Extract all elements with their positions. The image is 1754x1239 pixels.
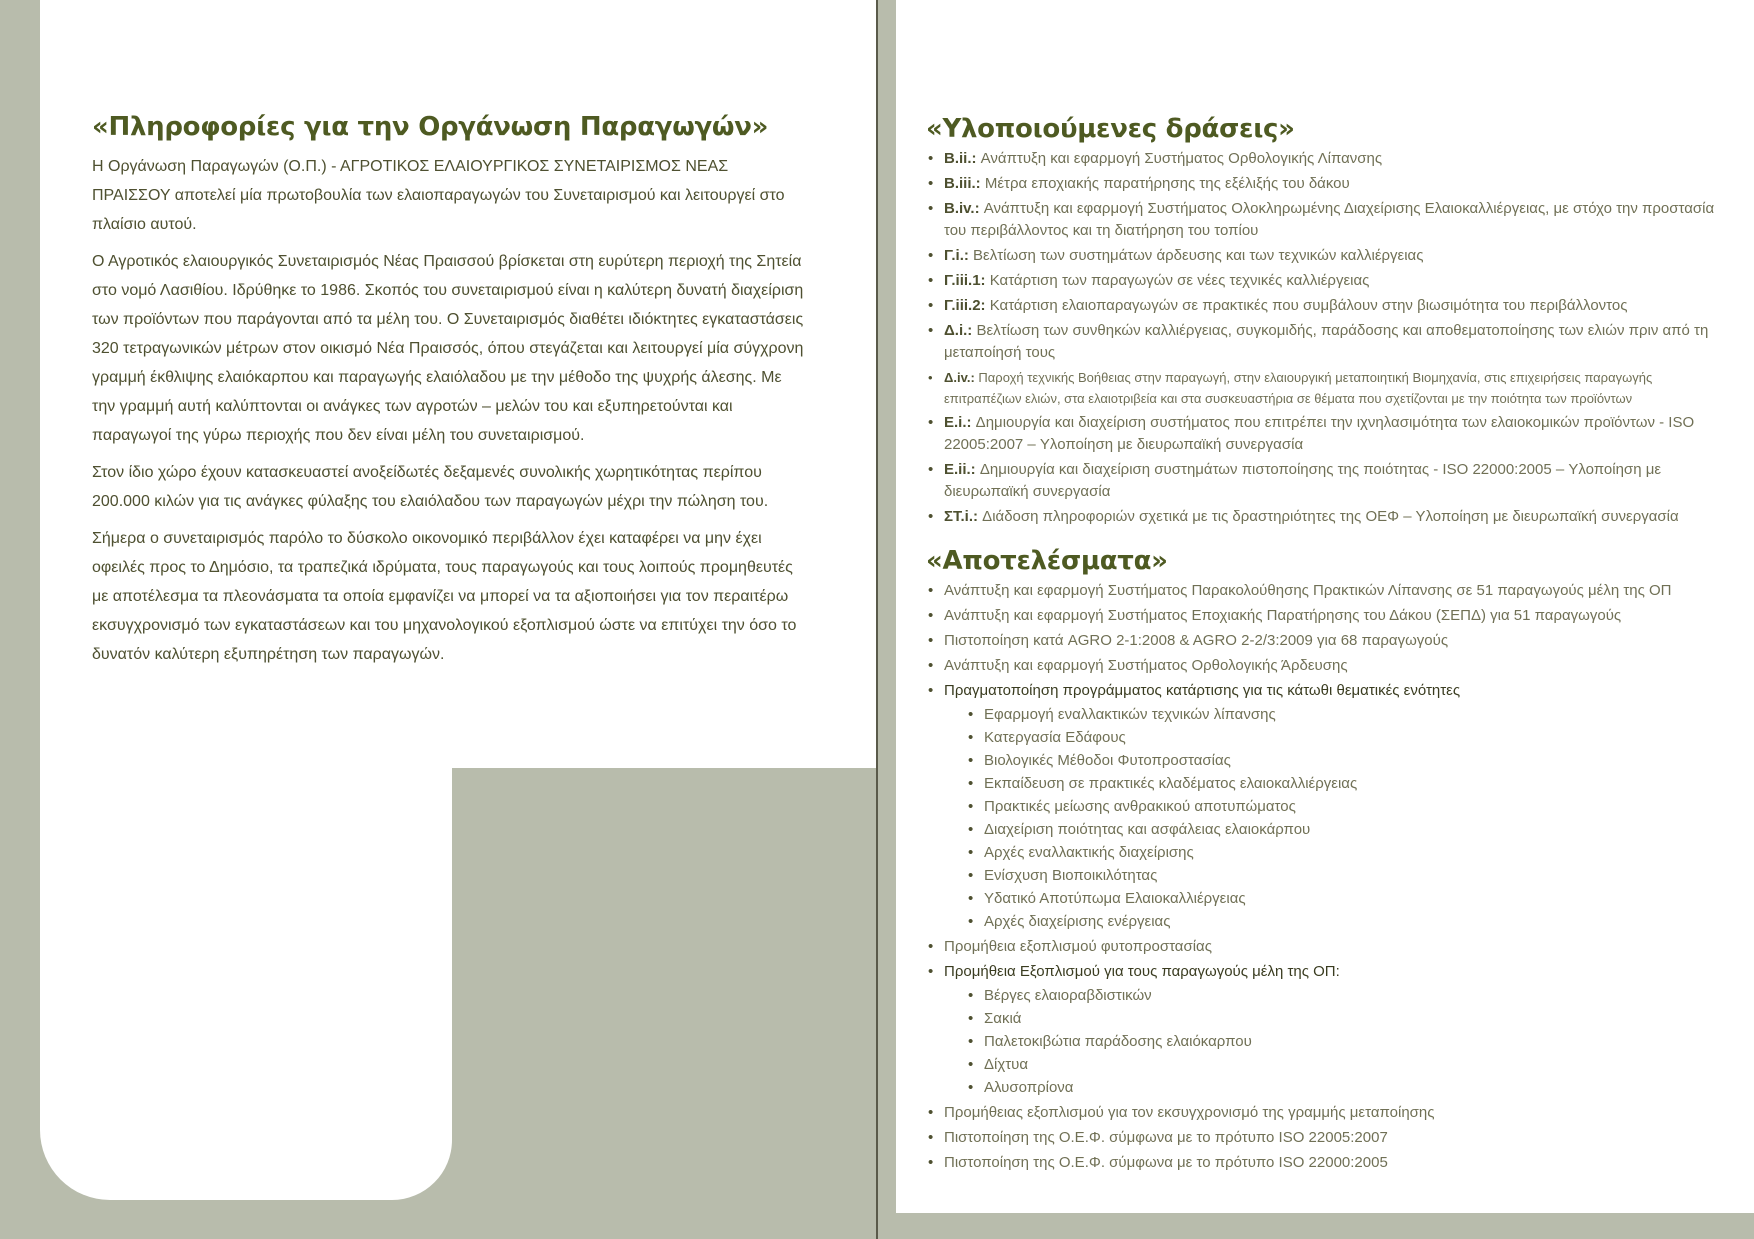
training-topics-list xyxy=(944,704,1716,933)
result-item-equipment: • Προμήθεια Εξοπλισμού για τους παραγωγούς μέλη της ΟΠ: • Βέργες ελαιοραβδιστικών • Σακιά • Παλετοκιβώτια παράδοσης ελαιόκαρπου • Δίχτυα • Αλυσοπρίονα xyxy=(926,961,1716,1099)
equipment-item: • Βέργες ελαιοραβδιστικών xyxy=(966,985,1716,1007)
results-title: «Αποτελέσματα» xyxy=(926,546,1168,576)
action-item: • Ε.ii.: Δημιουργία και διαχείριση συστημάτων πιστοποίησης της ποιότητας - ISO 22000:2005 – Υλοποίηση με διευρωπαϊκή συνεργασία xyxy=(926,459,1716,503)
result-item: • Πιστοποίηση κατά AGRO 2-1:2008 & AGRO 2-2/3:2009 για 68 παραγωγούς xyxy=(926,630,1716,652)
right-content xyxy=(926,114,1716,1177)
left-content xyxy=(92,112,804,677)
action-item: • ΣΤ.i.: Διάδοση πληροφοριών σχετικά με τις δραστηριότητες της ΟΕΦ – Υλοποίηση με διευρωπαϊκή συνεργασία xyxy=(926,506,1716,528)
action-item: • Γ.i.: Βελτίωση των συστημάτων άρδευσης και των τεχνικών καλλιέργειας xyxy=(926,245,1716,267)
result-item-training: • Πραγματοποίηση προγράμματος κατάρτισης για τις κάτωθι θεματικές ενότητες • Εφαρμογή εναλλακτικών τεχνικών λίπανσης • Κατεργασία Εδάφους • Βιολογικές Μέθοδοι Φυτοπροστασίας • Εκπαίδευση σε πρακτικές κλαδέματος ελαιοκαλλιέργειας • Πρακτικές μείωσης ανθρακικού αποτυπώματος • Διαχείριση ποιότητας και ασφάλειας ελαιοκάρπου • Αρχές εναλλακτικής διαχείρισης • Ενίσχυση Βιοποικιλότητας • Υδατικό Αποτύπωμα Ελαιοκαλλιέργειας • Αρχές διαχείρισης ενέργειας xyxy=(926,680,1716,933)
training-topic: • Διαχείριση ποιότητας και ασφάλειας ελαιοκάρπου xyxy=(966,819,1716,841)
training-topic: • Πρακτικές μείωσης ανθρακικού αποτυπώματος xyxy=(966,796,1716,818)
info-paragraph-3: Στον ίδιο χώρο έχουν κατασκευαστεί ανοξείδωτές δεξαμενές συνολικής χωρητικότητας περίπου 200.000 κιλών για τις ανάγκες φύλαξης του ελαιόλαδου των παραγωγών μέχρι την πώληση του. xyxy=(92,464,769,510)
info-paragraph-1: Η Οργάνωση Παραγωγών (Ο.Π.) - ΑΓΡΟΤΙΚΟΣ ΕΛΑΙΟΥΡΓΙΚΟΣ ΣΥΝΕΤΑΙΡΙΣΜΟΣ ΝΕΑΣ ΠΡΑΙΣΣΟΥ αποτελεί μία πρωτοβουλία των ελαιοπαραγωγών του Συνεταιρισμού και λειτουργεί στο πλαίσιο αυτού. xyxy=(92,158,785,233)
action-item: • Δ.iv.: Παροχή τεχνικής Βοήθειας στην παραγωγή, στην ελαιουργική μεταποιητική Βιομηχανία, στις επιχειρήσεις παραγωγής επιτραπέζιων ελιών, στα ελαιοτριβεία και στα συσκευαστήρια σε θέματα που σχετίζονται με την ποιότητα των προϊόντων xyxy=(926,367,1716,409)
training-topic: • Υδατικό Αποτύπωμα Ελαιοκαλλιέργειας xyxy=(966,888,1716,910)
training-topic: • Εκπαίδευση σε πρακτικές κλαδέματος ελαιοκαλλιέργειας xyxy=(966,773,1716,795)
action-item: • Δ.i.: Βελτίωση των συνθηκών καλλιέργειας, συγκομιδής, παράδοσης και αποθεματοποίησης των ελιών πριν από τη μεταποίησή τους xyxy=(926,320,1716,364)
actions-list xyxy=(926,148,1716,528)
training-topic: • Βιολογικές Μέθοδοι Φυτοπροστασίας xyxy=(966,750,1716,772)
result-item: • Ανάπτυξη και εφαρμογή Συστήματος Εποχιακής Παρατήρησης του Δάκου (ΣΕΠΔ) για 51 παραγωγούς xyxy=(926,605,1716,627)
training-topic: • Αρχές διαχείρισης ενέργειας xyxy=(966,911,1716,933)
action-item: • Β.ii.: Ανάπτυξη και εφαρμογή Συστήματος Ορθολογικής Λίπανσης xyxy=(926,148,1716,170)
training-topic: • Ενίσχυση Βιοποικιλότητας xyxy=(966,865,1716,887)
action-item: • Ε.i.: Δημιουργία και διαχείριση συστήματος που επιτρέπει την ιχνηλασιμότητα των ελαιοκομικών προϊόντων - ISO 22005:2007 – Υλοποίηση με διευρωπαϊκή συνεργασία xyxy=(926,412,1716,456)
equipment-list xyxy=(944,985,1716,1099)
result-item: • Πιστοποίηση της Ο.Ε.Φ. σύμφωνα με το πρότυπο ISO 22000:2005 xyxy=(926,1152,1716,1174)
info-paragraph-2: Ο Αγροτικός ελαιουργικός Συνεταιρισμός Νέας Πραισσού βρίσκεται στη ευρύτερη περιοχή της Σητεία στο νομό Λασιθίου. Ιδρύθηκε το 1986. Σκοπός του συνεταιρισμού είναι η καλύτερη δυνατή διαχείριση των προϊόντων που παράγονται από τα μέλη του. Ο Συνεταιρισμός διαθέτει ιδιόκτητες εγκαταστάσεις 320 τετραγωνικών μέτρων στον οικισμό Νέα Πραισσός, όπου στεγάζεται και λειτουργεί μία σύγχρονη γραμμή έκθλιψης ελαιόκαρπου και παραγωγής ελαιόλαδου με την μέθοδο της ψυχρής άλεσης. Με την γραμμή αυτή καλύπτονται οι ανάγκες των αγροτών – μελών του και εξυπηρετούνται και παραγωγοί της γύρω περιοχής που δεν είναι μέλη του συνεταιρισμού. xyxy=(92,253,804,444)
info-title: «Πληροφορίες για την Οργάνωση Παραγωγών» xyxy=(92,112,769,142)
page-fold-divider xyxy=(876,0,878,1239)
info-paragraph-4: Σήμερα ο συνεταιρισμός παρόλο το δύσκολο οικονομικό περιβάλλον έχει καταφέρει να μην έχει οφειλές προς το Δημόσιο, τα τραπεζικά ιδρύματα, τους παραγωγούς και τους λοιπούς προμηθευτές με αποτέλεσμα τα πλεονάσματα τα οποία εμφανίζει να μπορεί να τα αξιοποιήσει για τον περαιτέρω εκσυγχρονισμό των εγκαταστάσεων και του μηχανολογικού εξοπλισμού ώστε να επιτύχει την όσο το δυνατόν καλύτερη εξυπηρέτηση των παραγωγών. xyxy=(92,530,797,663)
equipment-item: • Αλυσοπρίονα xyxy=(966,1077,1716,1099)
training-topic: • Αρχές εναλλακτικής διαχείρισης xyxy=(966,842,1716,864)
action-item: • Β.iii.: Μέτρα εποχιακής παρατήρησης της εξέλιξής του δάκου xyxy=(926,173,1716,195)
action-item: • Β.iv.: Ανάπτυξη και εφαρμογή Συστήματος Ολοκληρωμένης Διαχείρισης Ελαιοκαλλιέργειας, με στόχο την προστασία του περιβάλλοντος και τη διατήρηση του τοπίου xyxy=(926,198,1716,242)
result-item: • Προμήθειας εξοπλισμού για τον εκσυγχρονισμό της γραμμής μεταποίησης xyxy=(926,1102,1716,1124)
result-item: • Ανάπτυξη και εφαρμογή Συστήματος Παρακολούθησης Πρακτικών Λίπανσης σε 51 παραγωγούς μέλη της ΟΠ xyxy=(926,580,1716,602)
equipment-item: • Σακιά xyxy=(966,1008,1716,1030)
result-item: • Πιστοποίηση της Ο.Ε.Φ. σύμφωνα με το πρότυπο ISO 22005:2007 xyxy=(926,1127,1716,1149)
result-item: • Ανάπτυξη και εφαρμογή Συστήματος Ορθολογικής Άρδευσης xyxy=(926,655,1716,677)
training-topic: • Εφαρμογή εναλλακτικών τεχνικών λίπανσης xyxy=(966,704,1716,726)
action-item: • Γ.iii.1: Κατάρτιση των παραγωγών σε νέες τεχνικές καλλιέργειας xyxy=(926,270,1716,292)
equipment-item: • Παλετοκιβώτια παράδοσης ελαιόκαρπου xyxy=(966,1031,1716,1053)
result-item: • Προμήθεια εξοπλισμού φυτοπροστασίας xyxy=(926,936,1716,958)
training-topic: • Κατεργασία Εδάφους xyxy=(966,727,1716,749)
results-list xyxy=(926,580,1716,1174)
equipment-item: • Δίχτυα xyxy=(966,1054,1716,1076)
actions-title: «Υλοποιούμενες δράσεις» xyxy=(926,114,1295,144)
action-item: • Γ.iii.2: Κατάρτιση ελαιοπαραγωγών σε πρακτικές που συμβάλουν στην βιωσιμότητα του περιβάλλοντος xyxy=(926,295,1716,317)
left-page-green-shape xyxy=(452,768,876,1239)
left-page-lower-panel xyxy=(40,640,452,1200)
